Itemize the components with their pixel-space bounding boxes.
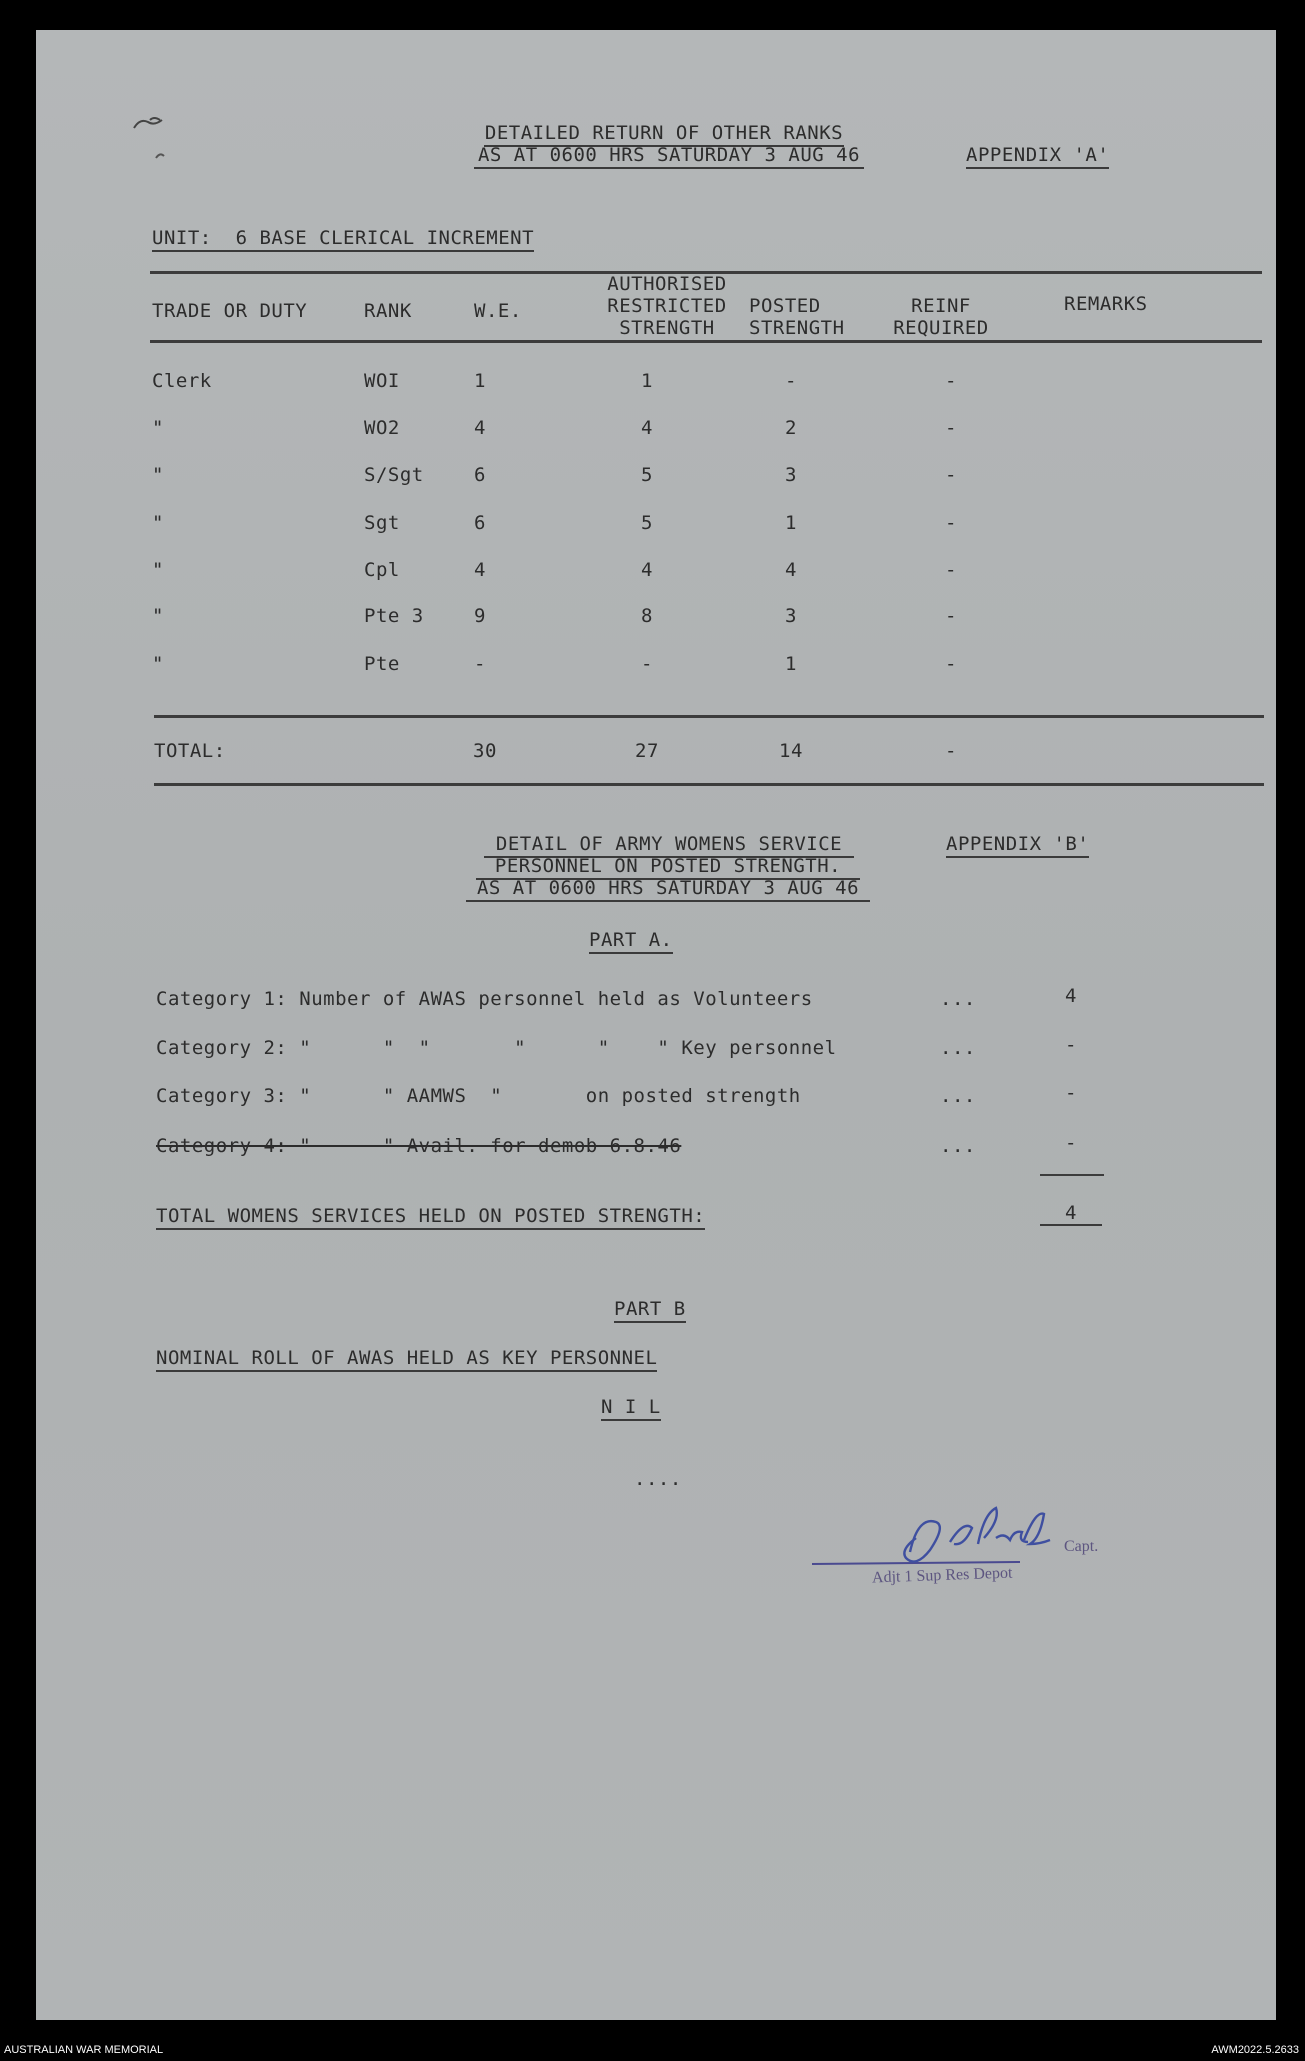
table-header-rule	[150, 340, 1262, 343]
category-text: Category 2: " " " " " " Key personnel	[156, 1037, 837, 1059]
signature-rank: Capt.	[1064, 1538, 1099, 1555]
cell-posted: 2	[785, 417, 797, 439]
category-value: -	[1065, 1132, 1077, 1154]
section-b-title-3: AS AT 0600 HRS SATURDAY 3 AUG 46	[466, 877, 870, 902]
total-we: 30	[473, 740, 497, 762]
header-remarks: REMARKS	[1064, 293, 1148, 315]
footer-accession-number: AWM2022.5.2633	[1211, 2044, 1299, 2056]
cell-auth: 4	[641, 417, 653, 439]
total-posted: 14	[779, 740, 803, 762]
header-posted-2: STRENGTH	[749, 317, 845, 339]
unit-label: UNIT: 6 BASE CLERICAL INCREMENT	[152, 227, 534, 252]
cell-posted: 1	[785, 653, 797, 675]
cell-rank: S/Sgt	[364, 464, 424, 486]
header-auth-3: STRENGTH	[619, 317, 715, 339]
document-page	[36, 30, 1276, 2020]
cell-rank: Sgt	[364, 512, 400, 534]
header-reinf-1: REINF	[911, 295, 971, 317]
cell-rank: Cpl	[364, 559, 400, 581]
cell-we: 4	[474, 417, 486, 439]
cell-rank: WOI	[364, 370, 400, 392]
section-b-title-1: DETAIL OF ARMY WOMENS SERVICE	[484, 833, 854, 858]
cell-auth: 4	[641, 559, 653, 581]
footer-archive-name: AUSTRALIAN WAR MEMORIAL	[4, 2044, 164, 2056]
signature-stamp: Adjt 1 Sup Res Depot	[871, 1564, 1013, 1587]
category-text: Category 1: Number of AWAS personnel held as Volunteers	[156, 988, 813, 1010]
cell-reinf: -	[945, 559, 957, 581]
nil-label: N I L	[601, 1396, 661, 1421]
total-bottom-rule	[154, 783, 1264, 786]
cell-we: -	[474, 653, 486, 675]
header-reinf-2: REQUIRED	[893, 317, 989, 339]
end-dots: ....	[634, 1468, 682, 1490]
cell-auth: -	[641, 653, 653, 675]
cell-auth: 5	[641, 512, 653, 534]
total-womens-label: TOTAL WOMENS SERVICES HELD ON POSTED STRENGTH:	[156, 1205, 705, 1230]
cell-posted: 4	[785, 559, 797, 581]
cell-auth: 8	[641, 605, 653, 627]
cell-auth: 5	[641, 464, 653, 486]
cell-trade: "	[152, 605, 164, 627]
cell-trade: Clerk	[152, 370, 212, 392]
cell-reinf: -	[945, 370, 957, 392]
part-a-label: PART A.	[589, 929, 673, 954]
cell-we: 6	[474, 512, 486, 534]
nominal-roll-label: NOMINAL ROLL OF AWAS HELD AS KEY PERSONNEL	[156, 1347, 657, 1372]
category-value: 4	[1065, 985, 1077, 1007]
part-b-label: PART B	[614, 1298, 686, 1323]
cell-reinf: -	[945, 605, 957, 627]
cell-we: 1	[474, 370, 486, 392]
cell-posted: 3	[785, 605, 797, 627]
cell-we: 4	[474, 559, 486, 581]
appendix-a-label: APPENDIX 'A'	[966, 144, 1109, 169]
cell-rank: WO2	[364, 417, 400, 439]
cell-we: 6	[474, 464, 486, 486]
category-dots: ...	[940, 988, 976, 1010]
category-text: Category 3: " " AAMWS " on posted strength	[156, 1085, 801, 1107]
cell-trade: "	[152, 512, 164, 534]
header-posted-1: POSTED	[749, 295, 821, 317]
total-womens-value: 4	[1040, 1202, 1102, 1226]
cell-rank: Pte 3	[364, 605, 424, 627]
header-trade: TRADE OR DUTY	[152, 300, 308, 322]
cell-rank: Pte	[364, 653, 400, 675]
cell-reinf: -	[945, 512, 957, 534]
header-auth-2: RESTRICTED	[607, 295, 727, 317]
header-auth-1: AUTHORISED	[607, 273, 727, 295]
cell-auth: 1	[641, 370, 653, 392]
cell-posted: -	[785, 370, 797, 392]
cell-posted: 3	[785, 464, 797, 486]
total-label: TOTAL:	[154, 740, 226, 762]
header-we: W.E.	[474, 300, 522, 322]
signature-icon	[800, 1488, 1140, 1578]
category-text-struck: Category 4: " " Avail. for demob 6.8.46	[156, 1135, 682, 1157]
category-value: -	[1065, 1082, 1077, 1104]
cell-trade: "	[152, 559, 164, 581]
cell-trade: "	[152, 417, 164, 439]
cell-trade: "	[152, 653, 164, 675]
sum-rule	[1040, 1174, 1104, 1176]
title-line-2: AS AT 0600 HRS SATURDAY 3 AUG 46	[474, 144, 864, 169]
cell-trade: "	[152, 464, 164, 486]
title-line-1: DETAILED RETURN OF OTHER RANKS	[484, 122, 844, 147]
appendix-b-label: APPENDIX 'B'	[946, 833, 1089, 858]
cell-reinf: -	[945, 653, 957, 675]
category-dots: ...	[940, 1085, 976, 1107]
paper-blemish-icon	[128, 100, 188, 170]
cell-posted: 1	[785, 512, 797, 534]
total-top-rule	[154, 715, 1264, 718]
category-value: -	[1065, 1034, 1077, 1056]
category-dots: ...	[940, 1135, 976, 1157]
total-auth: 27	[635, 740, 659, 762]
category-dots: ...	[940, 1037, 976, 1059]
cell-we: 9	[474, 605, 486, 627]
cell-reinf: -	[945, 417, 957, 439]
header-rank: RANK	[364, 300, 412, 322]
section-b-title-2: PERSONNEL ON POSTED STRENGTH.	[476, 855, 860, 880]
total-reinf: -	[945, 740, 957, 762]
cell-reinf: -	[945, 464, 957, 486]
